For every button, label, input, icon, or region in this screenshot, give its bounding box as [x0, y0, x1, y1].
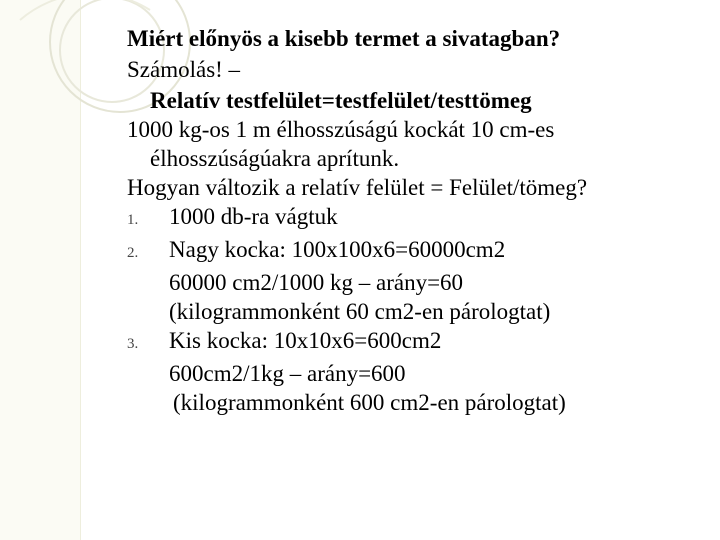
list-item-text: Nagy kocka: 100x100x6=60000cm2 — [169, 237, 506, 262]
calc-formula: Relatív testfelület=testfelület/testtömeg — [150, 88, 532, 113]
list-item-continuation: (kilogrammonként 600 cm2-en párologtat) — [173, 390, 566, 415]
list-number: 2. — [127, 245, 139, 261]
list-item-text: Kis kocka: 10x10x6=600cm2 — [169, 328, 442, 353]
intro-line-2: élhosszúságúakra aprítunk. — [150, 146, 400, 171]
list-item — [127, 202, 700, 235]
list-number: 3. — [127, 336, 139, 352]
list-number: 1. — [127, 212, 139, 228]
intro-line-1: 1000 kg-os 1 m élhosszúságú kockát 10 cm-es — [127, 117, 555, 142]
slide-title — [127, 24, 700, 55]
slide-title-text: Miért előnyös a kisebb termet a sivatagban? — [127, 26, 561, 51]
list-item-text: 1000 db-ra vágtuk — [169, 204, 338, 229]
question-line: Hogyan változik a relatív felület = Felület/tömeg? — [127, 175, 588, 200]
list-item — [127, 326, 700, 359]
list-item-continuation: 600cm2/1kg – arány=600 — [169, 361, 406, 386]
calc-label-text: Számolás! – — [127, 57, 241, 82]
calc-label — [127, 55, 700, 86]
list-item-continuation: 60000 cm2/1000 kg – arány=60 — [169, 270, 464, 295]
slide-content — [127, 24, 700, 417]
list-item-continuation: (kilogrammonként 60 cm2-en párologtat) — [169, 299, 551, 324]
list-item — [127, 235, 700, 268]
